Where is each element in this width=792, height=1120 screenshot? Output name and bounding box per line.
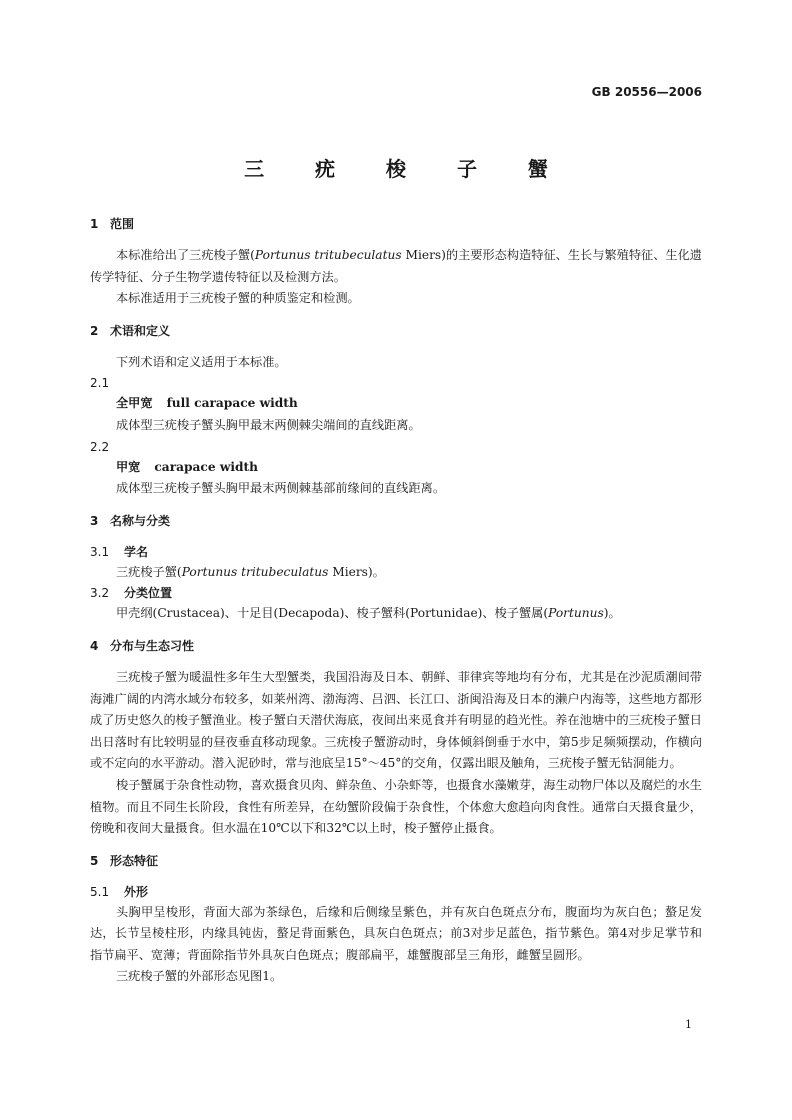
section-1-paragraph bbox=[90, 245, 702, 288]
section-1-scope-paragraph: 本标准适用于三疣梭子蟹的种质鉴定和检测。 bbox=[116, 291, 360, 306]
section-number: 5 bbox=[90, 853, 99, 868]
text-run: 甲壳纲(Crustacea)、十足目(Decapoda)、梭子蟹科(Portunidae)、梭子蟹属( bbox=[116, 606, 549, 621]
subsection-heading bbox=[90, 882, 702, 902]
section-number: 1 bbox=[90, 217, 99, 231]
subsection-number: 3.1 bbox=[90, 544, 110, 559]
page-number: 1 bbox=[685, 1018, 692, 1031]
document-title: 三 疣 梭 子 蟹 bbox=[244, 157, 570, 181]
subsection-title: 外形 bbox=[124, 884, 149, 899]
subsection-title: 学名 bbox=[124, 544, 149, 559]
classification-paragraph bbox=[90, 603, 702, 625]
text-run: Miers)的主要形态构造特征、生长与繁殖特征、生化遗传学特征、分子生物学遗传特征以及检测方法。 bbox=[90, 248, 702, 284]
text-run: )。 bbox=[603, 606, 621, 621]
term-cn: 甲宽 bbox=[116, 459, 141, 474]
section-title: 分布与生态习性 bbox=[110, 638, 195, 653]
section-title: 名称与分类 bbox=[110, 513, 171, 528]
section-number: 3 bbox=[90, 513, 99, 528]
section-number: 4 bbox=[90, 638, 99, 653]
subsection-number: 3.2 bbox=[90, 586, 110, 601]
text-run: 三疣梭子蟹( bbox=[116, 564, 182, 579]
term-heading bbox=[90, 457, 702, 479]
term-cn: 全甲宽 bbox=[116, 396, 153, 411]
section-2-intro: 下列术语和定义适用于本标准。 bbox=[116, 354, 287, 369]
term-number: 2.2 bbox=[90, 439, 110, 454]
scientific-name-paragraph bbox=[90, 562, 702, 584]
term-heading bbox=[90, 393, 702, 415]
section-title: 范围 bbox=[110, 217, 135, 231]
term-en: carapace width bbox=[154, 459, 258, 474]
term-en: full carapace width bbox=[166, 396, 298, 411]
term-number: 2.1 bbox=[90, 376, 110, 391]
scientific-name: Portunus tritubeculatus bbox=[254, 248, 402, 262]
section-title: 形态特征 bbox=[110, 853, 159, 868]
text-run: 本标准给出了三疣梭子蟹( bbox=[116, 248, 255, 262]
section-5-heading bbox=[90, 853, 702, 869]
scientific-name: Portunus tritubeculatus bbox=[181, 564, 329, 579]
distribution-paragraph: 三疣梭子蟹为暖温性多年生大型蟹类，我国沿海及日本、朝鲜、菲律宾等地均有分布，尤其是在沙泥质潮间带海滩广阔的内湾水域分布较多，如莱州湾、渤海湾、吕泗、长江口、浙闽沿海及日本的濑户内海等，这些地方都形成了历史悠久的梭子蟹渔业。梭子蟹白天潜伏海底，夜间出来觅食并有明显的趋光性。养在池塘中的三疣梭子蟹日出日落时有比较明显的昼夜垂直移动现象。三疣梭子蟹游动时，身体倾斜倒垂于水中，第5步足频频摆动，作横向或不定向的水平游动。潜入泥砂时，常与池底呈15°～45°的交角，仅露出眼及触角，三疣梭子蟹无钻洞能力。 bbox=[90, 669, 702, 771]
section-1-heading bbox=[90, 216, 702, 232]
term-definition: 成体型三疣梭子蟹头胸甲最末两侧棘基部前缘间的直线距离。 bbox=[116, 481, 446, 496]
morphology-paragraph: 头胸甲呈梭形，背面大部为茶绿色，后缘和后侧缘呈紫色，并有灰白色斑点分布，腹面均为灰白色；螯足发达，长节呈棱柱形，内缘具钝齿，螯足背面紫色，具灰白色斑点；前3对步足蓝色，指节紫色。第4对步足掌节和指节扁平、宽薄；背面除指节外具灰白色斑点；腹部扁平，雄蟹腹部呈三角形，雌蟹呈圆形。 bbox=[90, 904, 702, 962]
text-run: Miers)。 bbox=[328, 564, 385, 579]
section-3-heading bbox=[90, 513, 702, 529]
document-body bbox=[90, 216, 702, 988]
subsection-number: 5.1 bbox=[90, 884, 110, 899]
figure-reference-paragraph: 三疣梭子蟹的外部形态见图1。 bbox=[116, 969, 283, 984]
section-2-heading bbox=[90, 323, 702, 339]
feeding-paragraph: 梭子蟹属于杂食性动物，喜欢摄食贝肉、鲜杂鱼、小杂虾等，也摄食水藻嫩芽，海生动物尸体以及腐烂的水生植物。而且不同生长阶段，食性有所差异，在幼蟹阶段偏于杂食性，个体愈大愈趋向肉食性。通常白天摄食量少，傍晚和夜间大量摄食。但水温在10℃以下和32℃以上时，梭子蟹停止摄食。 bbox=[90, 777, 702, 836]
subsection-heading bbox=[90, 583, 702, 603]
subsection-heading bbox=[90, 542, 702, 562]
subsection-title: 分类位置 bbox=[124, 586, 173, 601]
term-definition: 成体型三疣梭子蟹头胸甲最末两侧棘尖端间的直线距离。 bbox=[116, 417, 421, 432]
section-title: 术语和定义 bbox=[110, 323, 171, 338]
section-number: 2 bbox=[90, 323, 99, 338]
standard-number: GB 20556—2006 bbox=[591, 85, 702, 99]
genus-name: Portunus bbox=[548, 606, 604, 621]
section-4-heading bbox=[90, 638, 702, 654]
